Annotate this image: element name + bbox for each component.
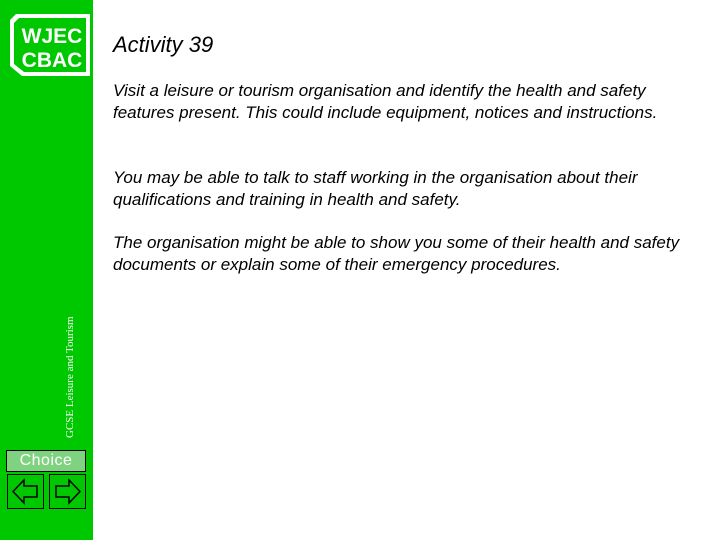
slide-title: Activity 39: [113, 32, 214, 57]
previous-button[interactable]: [7, 474, 44, 509]
choice-button[interactable]: Choice: [6, 450, 86, 472]
paragraph-visit: Visit a leisure or tourism organisation and identify the health and safety features present. This could include equipment, notices and instructions.: [113, 81, 658, 122]
paragraph-documents: The organisation might be able to show you some of their health and safety documents or explain some of their emergency procedures.: [113, 233, 680, 274]
paragraph-staff: You may be able to talk to staff working in the organisation about their qualifications and training in health and safety.: [113, 168, 638, 209]
course-label: GCSE Leisure and Tourism: [64, 316, 76, 438]
arrow-left-icon: [10, 477, 41, 506]
arrow-right-icon: [52, 477, 83, 506]
logo-text-wjec: WJEC: [21, 25, 83, 48]
next-button[interactable]: [49, 474, 86, 509]
wjec-cbac-logo: [8, 12, 92, 78]
sidebar: [0, 0, 93, 540]
logo-text-cbac: CBAC: [21, 49, 83, 72]
